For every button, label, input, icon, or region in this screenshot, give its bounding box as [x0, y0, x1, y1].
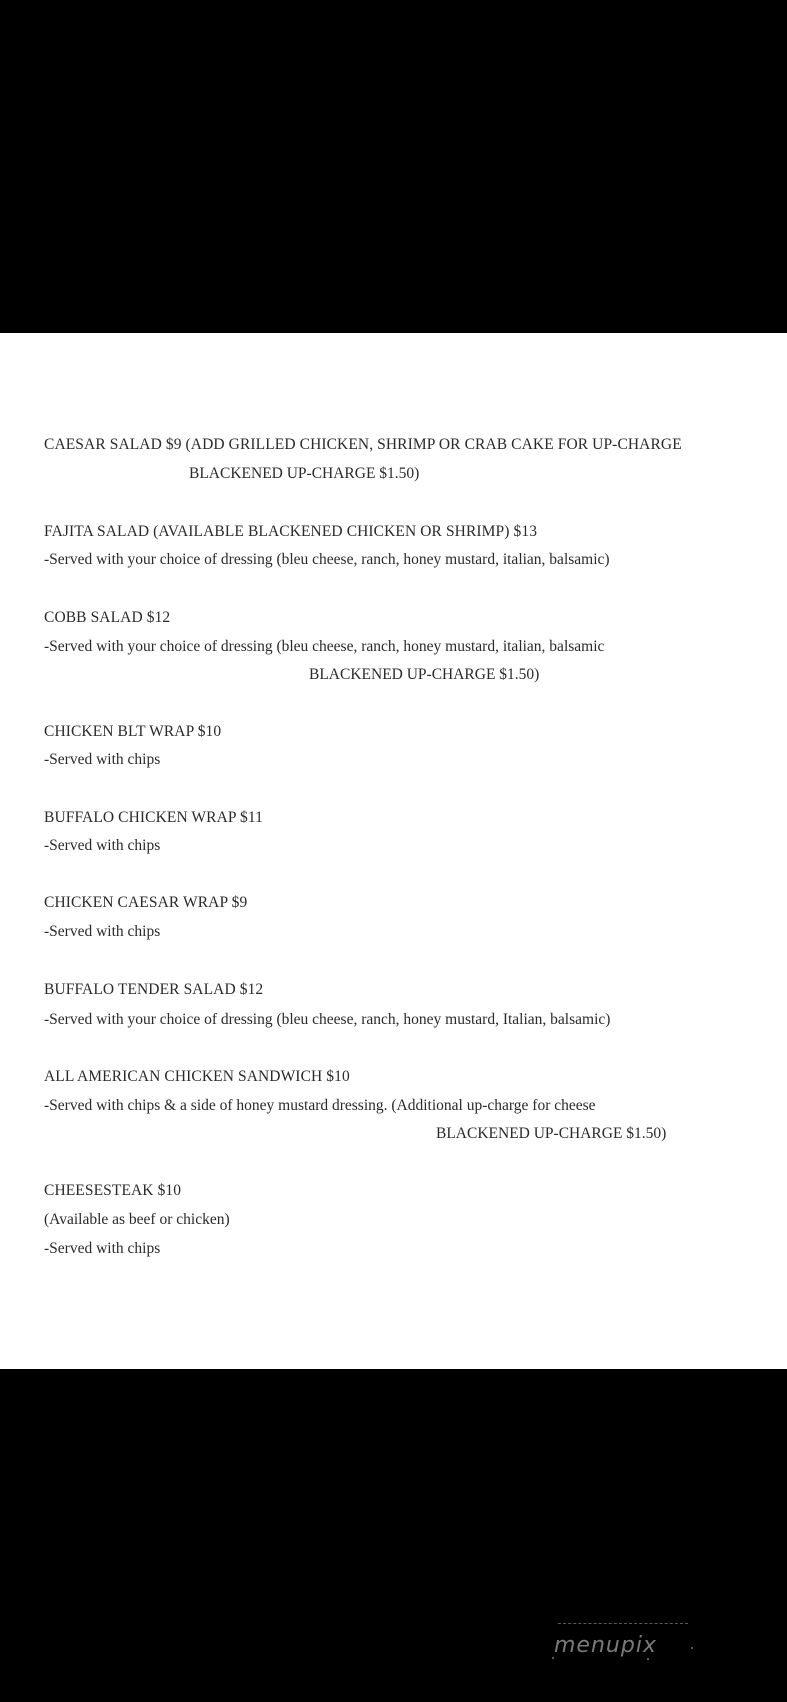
menu-item-note: BLACKENED UP-CHARGE $1.50)	[436, 1125, 667, 1142]
menu-item-title: ALL AMERICAN CHICKEN SANDWICH $10	[44, 1068, 350, 1085]
menu-item-title: COBB SALAD $12	[44, 609, 171, 626]
watermark-dot	[691, 1647, 693, 1649]
menu-item-description: -Served with chips	[44, 751, 161, 768]
menu-item-note: BLACKENED UP-CHARGE $1.50)	[309, 666, 540, 683]
menu-item-title: BUFFALO TENDER SALAD $12	[44, 981, 264, 998]
menu-item-title: FAJITA SALAD (AVAILABLE BLACKENED CHICKEN OR SHRIMP) $13	[44, 523, 538, 540]
watermark-dashed-line	[558, 1623, 688, 1624]
menu-item-description: -Served with chips	[44, 837, 161, 854]
menu-item-description: -Served with your choice of dressing (bleu cheese, ranch, honey mustard, Italian, balsamic)	[44, 1011, 611, 1028]
menu-item-description: -Served with your choice of dressing (bleu cheese, ranch, honey mustard, italian, balsamic	[44, 638, 605, 655]
menu-item-title: CHICKEN CAESAR WRAP $9	[44, 894, 248, 911]
menu-item-title: CAESAR SALAD $9 (ADD GRILLED CHICKEN, SHRIMP OR CRAB CAKE FOR UP-CHARGE	[44, 436, 682, 453]
menu-item-note: (Available as beef or chicken)	[44, 1211, 230, 1228]
menu-item-title: CHEESESTEAK $10	[44, 1182, 182, 1199]
menu-item-description: -Served with chips & a side of honey mustard dressing. (Additional up-charge for cheese	[44, 1097, 596, 1114]
menu-item-description: -Served with chips	[44, 1240, 161, 1257]
menu-item-description: -Served with your choice of dressing (bleu cheese, ranch, honey mustard, italian, balsamic)	[44, 551, 610, 568]
watermark-text: menupix	[554, 1633, 657, 1658]
watermark-dot	[552, 1657, 554, 1659]
watermark-dot	[647, 1658, 649, 1660]
menu-item-description: -Served with chips	[44, 923, 161, 940]
top-black-band	[0, 0, 787, 333]
menu-item-title: BUFFALO CHICKEN WRAP $11	[44, 809, 263, 826]
menu-item-title: CHICKEN BLT WRAP $10	[44, 723, 222, 740]
menu-item-note: BLACKENED UP-CHARGE $1.50)	[189, 465, 420, 482]
menupix-watermark	[550, 1615, 700, 1665]
